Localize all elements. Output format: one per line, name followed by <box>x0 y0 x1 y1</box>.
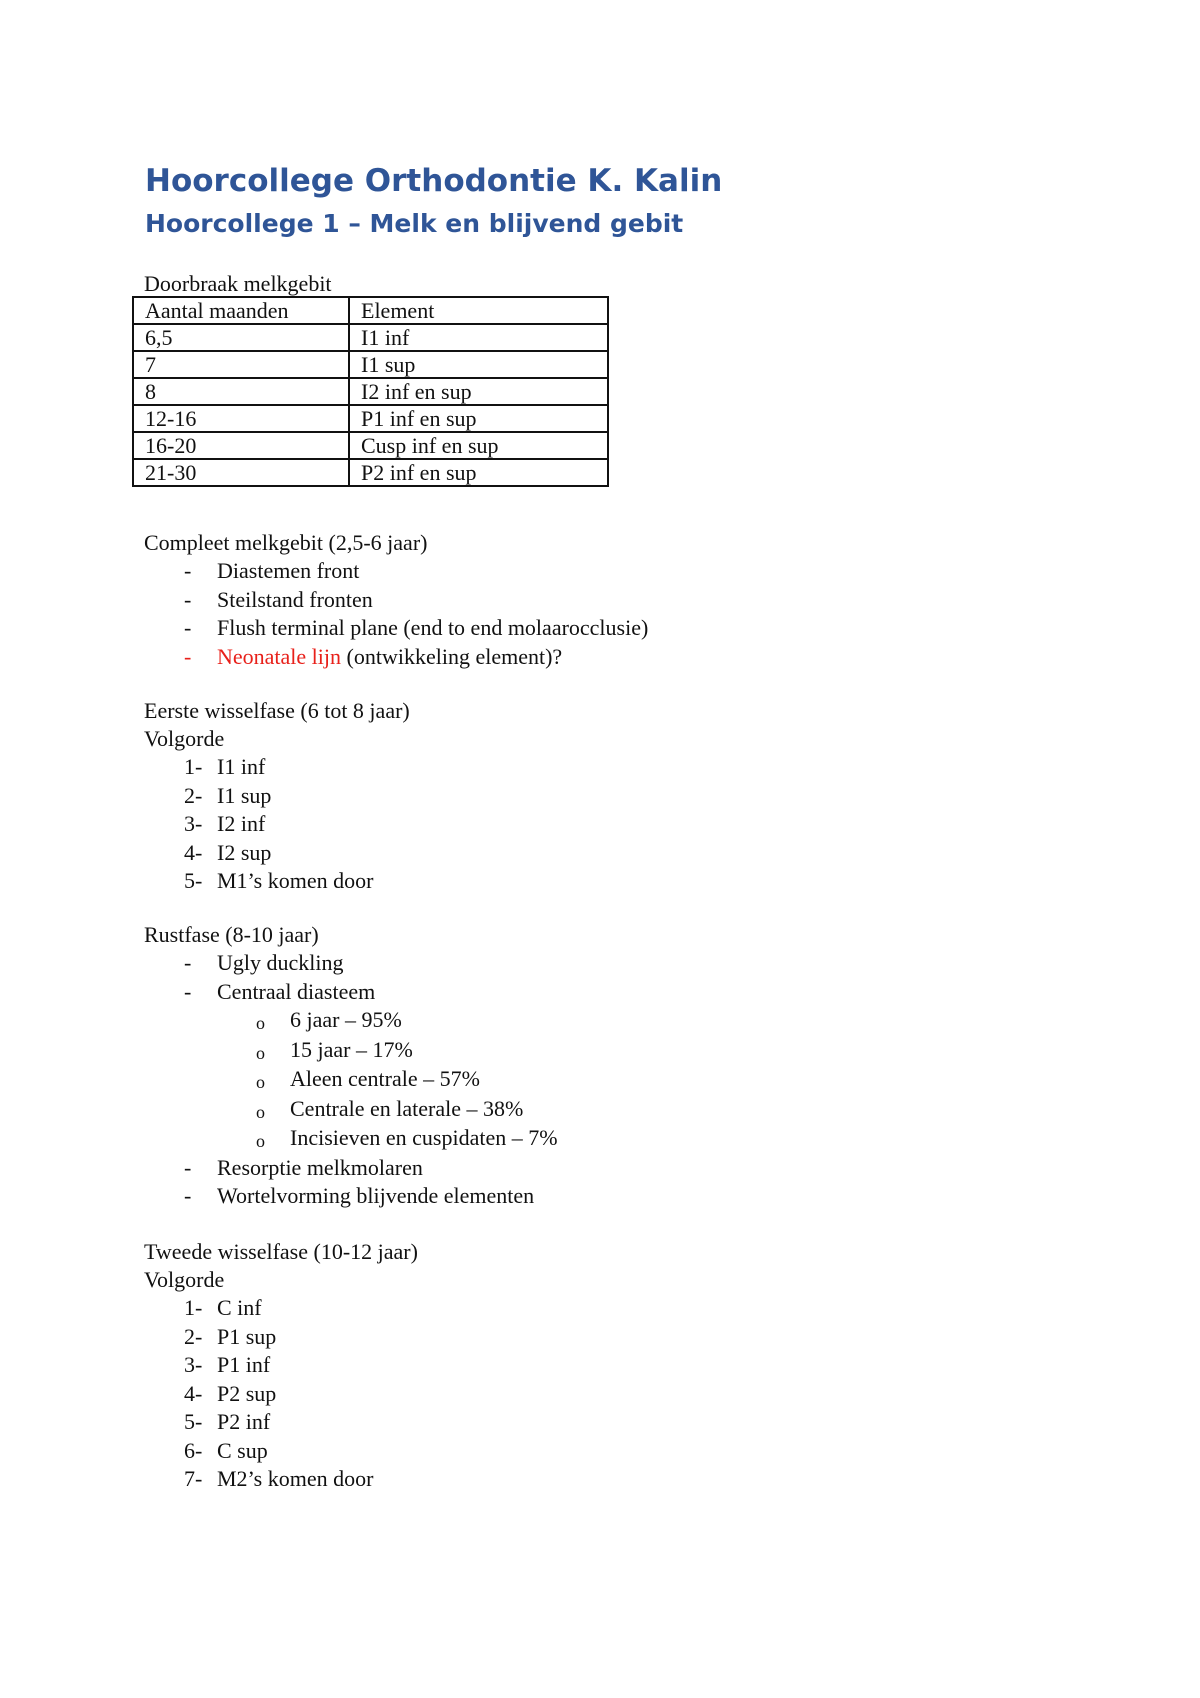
table-cell: 12-16 <box>133 405 349 432</box>
section-subheading: Volgorde <box>144 1267 225 1292</box>
number-marker: 2- <box>184 1323 203 1349</box>
eruption-table <box>132 296 609 487</box>
sub-list-item: o Centrale en laterale – 38% <box>144 1095 319 1125</box>
list-item: 2- I1 sup <box>184 782 272 808</box>
dash-marker: - <box>184 1183 192 1208</box>
sub-list-item: o 6 jaar – 95% <box>144 1006 319 1036</box>
bullet-marker: o <box>256 1072 265 1092</box>
number-marker: 3- <box>184 1352 203 1377</box>
list-item: - Wortelvorming blijvende elementen <box>184 1183 535 1208</box>
list-item: 6- C sup <box>184 1437 268 1463</box>
table-row <box>133 459 608 486</box>
number-marker: 2- <box>184 782 203 808</box>
table-cell: 6,5 <box>133 324 349 351</box>
number-marker: 3- <box>184 811 203 836</box>
list-item: - Diastemen front <box>184 558 360 583</box>
section-tweede-wisselfase <box>144 1238 418 1494</box>
list-item: - Neonatale lijn (ontwikkeling element)? <box>184 643 563 669</box>
table-cell: I1 inf <box>349 324 608 351</box>
table-row <box>133 405 608 432</box>
table-cell: 16-20 <box>133 432 349 459</box>
number-marker: 1- <box>184 1295 203 1320</box>
table-caption: Doorbraak melkgebit <box>144 271 332 296</box>
number-marker: 6- <box>184 1437 203 1463</box>
highlighted-term: Neonatale lijn <box>217 643 342 669</box>
number-marker: 5- <box>184 868 203 893</box>
table-row <box>133 378 608 405</box>
list-item: 4- P2 sup <box>184 1380 277 1406</box>
list-item: 7- M2’s komen door <box>184 1466 374 1491</box>
number-marker: 7- <box>184 1466 203 1491</box>
list-item: - Centraal diasteem <box>184 978 376 1004</box>
table-row <box>133 324 608 351</box>
bullet-marker: o <box>256 1131 265 1151</box>
section-heading: Eerste wisselfase (6 tot 8 jaar) <box>144 698 410 723</box>
section-heading: Compleet melkgebit (2,5-6 jaar) <box>144 530 428 555</box>
table-header-cell: Element <box>349 297 608 324</box>
list-item: - Ugly duckling <box>184 950 344 975</box>
sub-list-item: o Aleen centrale – 57% <box>144 1065 319 1095</box>
section-rustfase <box>144 921 558 1211</box>
number-marker: 4- <box>184 1380 203 1406</box>
dash-marker: - <box>184 1154 192 1180</box>
table-row <box>133 432 608 459</box>
list-item: 4- I2 sup <box>184 839 272 865</box>
list-item: 5- P2 inf <box>184 1409 271 1434</box>
dash-marker: - <box>184 950 192 975</box>
table-header-row <box>133 297 608 324</box>
number-marker: 4- <box>184 839 203 865</box>
document-subtitle: Hoorcollege 1 – Melk en blijvend gebit <box>145 209 684 238</box>
section-heading: Rustfase (8-10 jaar) <box>144 922 319 947</box>
number-marker: 5- <box>184 1409 203 1434</box>
table-header-cell: Aantal maanden <box>133 297 349 324</box>
list-item: 3- P1 inf <box>184 1352 271 1377</box>
list-item: 1- C inf <box>184 1295 262 1320</box>
list-item: 1- I1 inf <box>184 754 266 779</box>
dash-marker: - <box>184 586 192 612</box>
list-item: - Resorptie melkmolaren <box>184 1154 423 1180</box>
dash-marker: - <box>184 615 192 640</box>
table-cell: P2 inf en sup <box>349 459 608 486</box>
bullet-marker: o <box>256 1101 265 1122</box>
dash-marker: - <box>184 978 192 1004</box>
list-item: 3- I2 inf <box>184 811 266 836</box>
list-item: - Steilstand fronten <box>184 586 373 612</box>
bullet-marker: o <box>256 1013 265 1033</box>
sub-list-item: o 15 jaar – 17% <box>144 1036 319 1066</box>
table-cell: I2 inf en sup <box>349 378 608 405</box>
list-item: - Flush terminal plane (end to end molaarocclusie) <box>184 615 649 640</box>
list-item: 2- P1 sup <box>184 1323 277 1349</box>
bullet-marker: o <box>256 1042 265 1063</box>
section-heading: Tweede wisselfase (10-12 jaar) <box>144 1239 418 1264</box>
table-cell: Cusp inf en sup <box>349 432 608 459</box>
table-cell: 21-30 <box>133 459 349 486</box>
section-subheading: Volgorde <box>144 726 225 751</box>
sub-list-item: o Incisieven en cuspidaten – 7% <box>144 1124 319 1154</box>
table-cell: 8 <box>133 378 349 405</box>
table-cell: I1 sup <box>349 351 608 378</box>
table-cell: 7 <box>133 351 349 378</box>
dash-marker: - <box>184 643 192 669</box>
list-item: 5- M1’s komen door <box>184 868 374 893</box>
table-cell: P1 inf en sup <box>349 405 608 432</box>
number-marker: 1- <box>184 754 203 779</box>
document-title: Hoorcollege Orthodontie K. Kalin <box>145 163 723 199</box>
table-row <box>133 351 608 378</box>
section-compleet-melkgebit <box>144 529 649 671</box>
section-eerste-wisselfase <box>144 697 410 896</box>
dash-marker: - <box>184 558 192 583</box>
